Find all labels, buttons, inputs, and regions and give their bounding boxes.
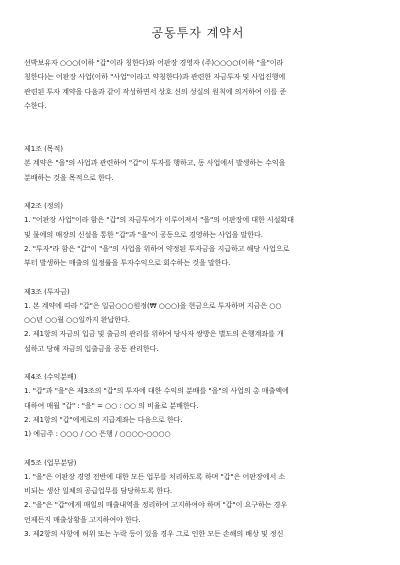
- article-line: 2. 제1항의 자금의 입금 및 출금의 관리를 위하여 당사자 쌍방은 별도의 은행계좌를 개: [24, 329, 284, 339]
- article-line: 분배하는 것을 목적으로 한다.: [24, 172, 114, 182]
- article-line: 비되는 생산 일체의 공급업무를 담당하도록 한다.: [24, 486, 172, 496]
- intro-line: 관련된 투자 계약을 다음과 같이 작성하면서 상호 신의 성실의 원칙에 의거하여 이를 준: [24, 86, 287, 96]
- article-line: ○○년 ○○월 ○○일까지 완납한다.: [24, 315, 130, 325]
- article-line: 2. "투자"라 함은 "갑"이 "을"의 사업을 위하여 약정된 투자금을 지급하고 해당 사업으로: [24, 243, 290, 253]
- article-line: 2. 제1항의 "갑"에게로의 지급계좌는 다음으로 한다.: [24, 414, 183, 424]
- article-line: 설하고 당해 자금의 입출금을 공동 관리한다.: [24, 343, 159, 353]
- article-line: 부터 발생하는 매출의 일정률을 투자수익으로 회수하는 것을 말한다.: [24, 258, 231, 268]
- intro-line: 칭한다)는 어판장 사업(이하 "사업"이라고 약칭한다)과 관련한 자금투자 및 사업진행에: [24, 72, 286, 82]
- article-5: [24, 456, 372, 542]
- article-line: 1. "갑"과 "을"은 제3조의 "갑"의 투자에 대한 수익의 분배를 "을"의 사업의 총 매출액에: [24, 386, 289, 396]
- article-1: [24, 142, 372, 185]
- article-line: 1. "어판장 사업"이라 함은 "갑"의 자금투여가 이루어져서 "을"의 어판장에 대한 시설확대: [24, 215, 294, 225]
- article-line: 1) 예금주 : ○○○ / ○○ 은행 / ○○○○-○○○○: [24, 429, 171, 439]
- article-2: [24, 199, 372, 270]
- article-line: 대하여 매월 "갑" : "을" = ○○ : ○○ 의 비율로 분배한다.: [24, 400, 199, 410]
- intro-line: 선박보유자 ○○○(이하 "갑"이라 칭한다)와 어판장 경영자 (주)○○○○(이하 "을"이라: [24, 58, 284, 67]
- article-line: 본 계약은 "을"의 사업과 관련하여 "갑"이 투자를 행하고, 동 사업에서 발생하는 수익을: [24, 158, 286, 168]
- intro-paragraph: [24, 56, 372, 113]
- article-line: 3. 제2항의 사항에 허위 또는 누락 등이 있을 경우 그로 인한 모든 손해의 배상 및 정신: [24, 529, 284, 539]
- article-line: 언제든지 매출상황을 고지하여야 한다.: [24, 514, 141, 524]
- article-1-title: 제1조 (목적): [24, 144, 63, 154]
- intro-line: 수한다.: [24, 100, 47, 110]
- article-line: 1. "을"은 어판장 경영 전반에 대한 모든 업무를 처리하도록 하며 "갑"은 어판장에서 소: [24, 471, 286, 481]
- article-4-title: 제4조 (수익분배): [24, 372, 77, 382]
- article-4: [24, 370, 372, 441]
- document-title: 공동투자 계약서: [151, 26, 245, 40]
- article-5-title: 제5조 (업무분담): [24, 457, 77, 467]
- article-line: 및 물에의 매장의 신설을 통한 "갑"과 "을"이 공동으로 경영하는 사업을 말한다.: [24, 229, 263, 239]
- article-line: 1. 본 계약에 따라 "갑"은 일금○○○원정(₩ ○○○)을 현금으로 투자하며 지금은 ○○: [24, 300, 282, 310]
- article-3-title: 제3조 (투자금): [24, 286, 70, 296]
- article-2-title: 제2조 (정의): [24, 201, 63, 211]
- article-line: 2. "을"은 "갑"에게 매일의 매출내역을 정리하여 고지하여야 하며 "갑"이 요구하는 경우: [24, 500, 288, 510]
- article-3: [24, 285, 372, 356]
